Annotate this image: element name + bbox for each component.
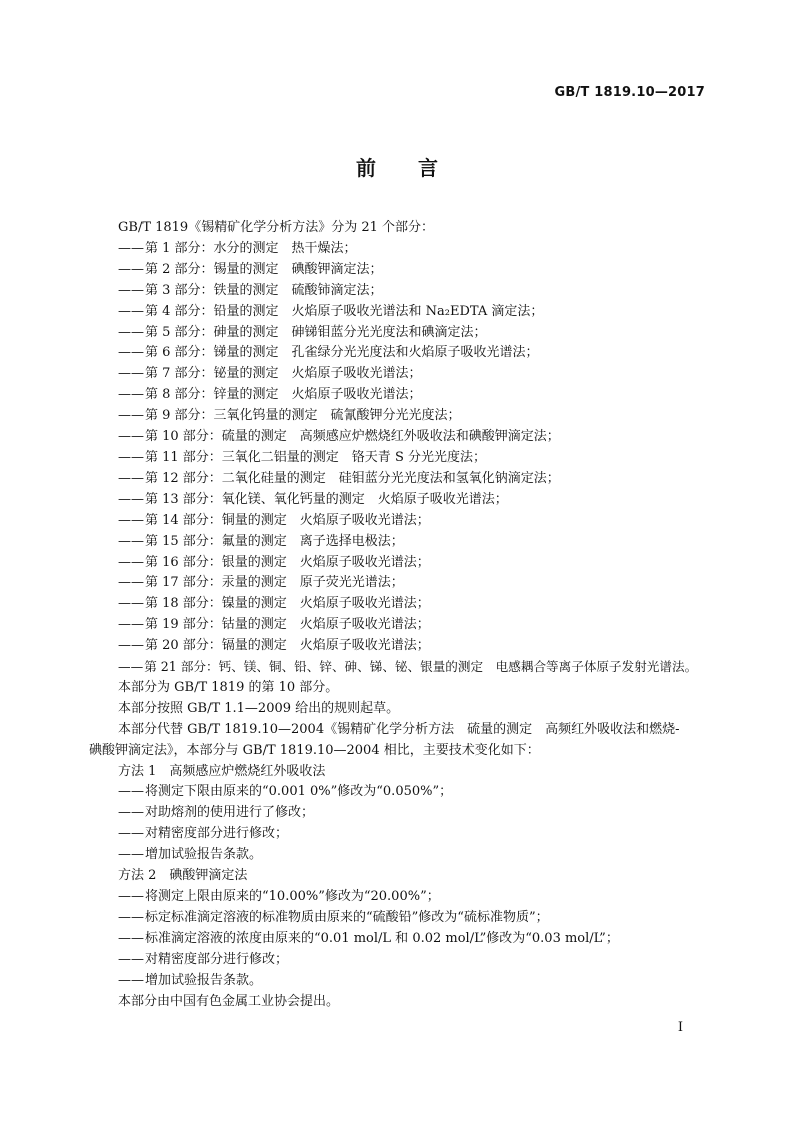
page-title: 前言 <box>356 156 480 180</box>
list-item: ——第 5 部分：砷量的测定 砷锑钼蓝分光光度法和碘滴定法； <box>118 324 487 340</box>
list-item: ——第 21 部分：钙、镁、铜、铅、锌、砷、锑、铋、银量的测定 电感耦合等离子体原子发射光谱法。 <box>118 659 698 675</box>
list-item: ——将测定上限由原来的“10.00%”修改为“20.00%”； <box>118 889 440 904</box>
page-number: I <box>677 1020 683 1035</box>
document-body <box>89 218 705 1012</box>
list-item: ——第 17 部分：汞量的测定 原子荧光光谱法； <box>118 575 404 591</box>
list-item: ——第 9 部分：三氧化钨量的测定 硫氰酸钾分光光度法； <box>118 408 461 424</box>
list-item: ——第 13 部分：氧化镁、氧化钙量的测定 火焰原子吸收光谱法； <box>118 491 508 507</box>
list-item: ——标准滴定溶液的浓度由原来的“0.01 mol/L 和 0.02 mol/L”修改为“0.03 mol/L”； <box>118 930 619 946</box>
list-item: ——增加试验报告条款。 <box>118 972 263 988</box>
list-item: ——第 15 部分：氟量的测定 离子选择电极法； <box>118 533 404 549</box>
list-item: ——第 16 部分：银量的测定 火焰原子吸收光谱法； <box>118 554 430 570</box>
replaces-paragraph-line-1: 本部分代替 GB/T 1819.10—2004《锡精矿化学分析方法 硫量的测定 高频红外吸收法和燃烧- <box>118 721 680 737</box>
drafting-paragraph: 本部分按照 GB/T 1.1—2009 给出的规则起草。 <box>118 700 400 716</box>
list-item: ——对精密度部分进行修改； <box>118 951 289 967</box>
list-item: ——第 7 部分：铋量的测定 火焰原子吸收光谱法； <box>118 366 422 382</box>
list-item: ——第 12 部分：二氧化硅量的测定 硅钼蓝分光光度法和氢氧化钠滴定法； <box>118 470 560 486</box>
list-item: ——第 6 部分：锑量的测定 孔雀绿分光光度法和火焰原子吸收光谱法； <box>118 345 539 361</box>
intro-paragraph: GB/T 1819《锡精矿化学分析方法》分为 21 个部分： <box>118 220 435 235</box>
list-item: ——第 20 部分：镉量的测定 火焰原子吸收光谱法； <box>118 638 430 654</box>
list-item: ——第 3 部分：铁量的测定 硫酸铈滴定法； <box>118 282 383 298</box>
list-item: ——第 4 部分：铅量的测定 火焰原子吸收光谱法和 Na₂EDTA 滴定法； <box>118 303 544 319</box>
list-item: ——增加试验报告条款。 <box>118 847 263 863</box>
list-item: ——第 1 部分：水分的测定 热干燥法； <box>118 240 357 256</box>
proposer-paragraph: 本部分由中国有色金属工业协会提出。 <box>118 993 340 1009</box>
this-part-paragraph: 本部分为 GB/T 1819 的第 10 部分。 <box>118 679 339 695</box>
list-item: ——第 19 部分：钴量的测定 火焰原子吸收光谱法； <box>118 617 430 633</box>
list-item: ——第 11 部分：三氧化二铝量的测定 铬天青 S 分光光度法； <box>118 449 486 465</box>
replaces-paragraph-line-2: 碘酸钾滴定法》，本部分与 GB/T 1819.10—2004 相比，主要技术变化如下： <box>89 742 540 758</box>
method-2-title: 方法 2 碘酸钾滴定法 <box>118 868 248 884</box>
list-item: ——标定标准滴定溶液的标准物质由原来的“硫酸铅”修改为“硫标准物质”； <box>118 909 549 925</box>
list-item: ——对助熔剂的使用进行了修改； <box>118 805 315 821</box>
list-item: ——第 2 部分：锡量的测定 碘酸钾滴定法； <box>118 261 383 277</box>
standard-number: GB/T 1819.10—2017 <box>554 85 705 100</box>
list-item: ——第 18 部分：镍量的测定 火焰原子吸收光谱法； <box>118 596 430 612</box>
list-item: ——第 10 部分：硫量的测定 高频感应炉燃烧红外吸收法和碘酸钾滴定法； <box>118 429 560 445</box>
method-1-title: 方法 1 高频感应炉燃烧红外吸收法 <box>118 763 326 779</box>
list-item: ——第 14 部分：铜量的测定 火焰原子吸收光谱法； <box>118 512 430 528</box>
list-item: ——第 8 部分：锌量的测定 火焰原子吸收光谱法； <box>118 387 422 403</box>
list-item: ——将测定下限由原来的“0.001 0%”修改为“0.050%”； <box>118 784 453 800</box>
parts-list <box>89 239 705 678</box>
list-item: ——对精密度部分进行修改； <box>118 826 289 842</box>
